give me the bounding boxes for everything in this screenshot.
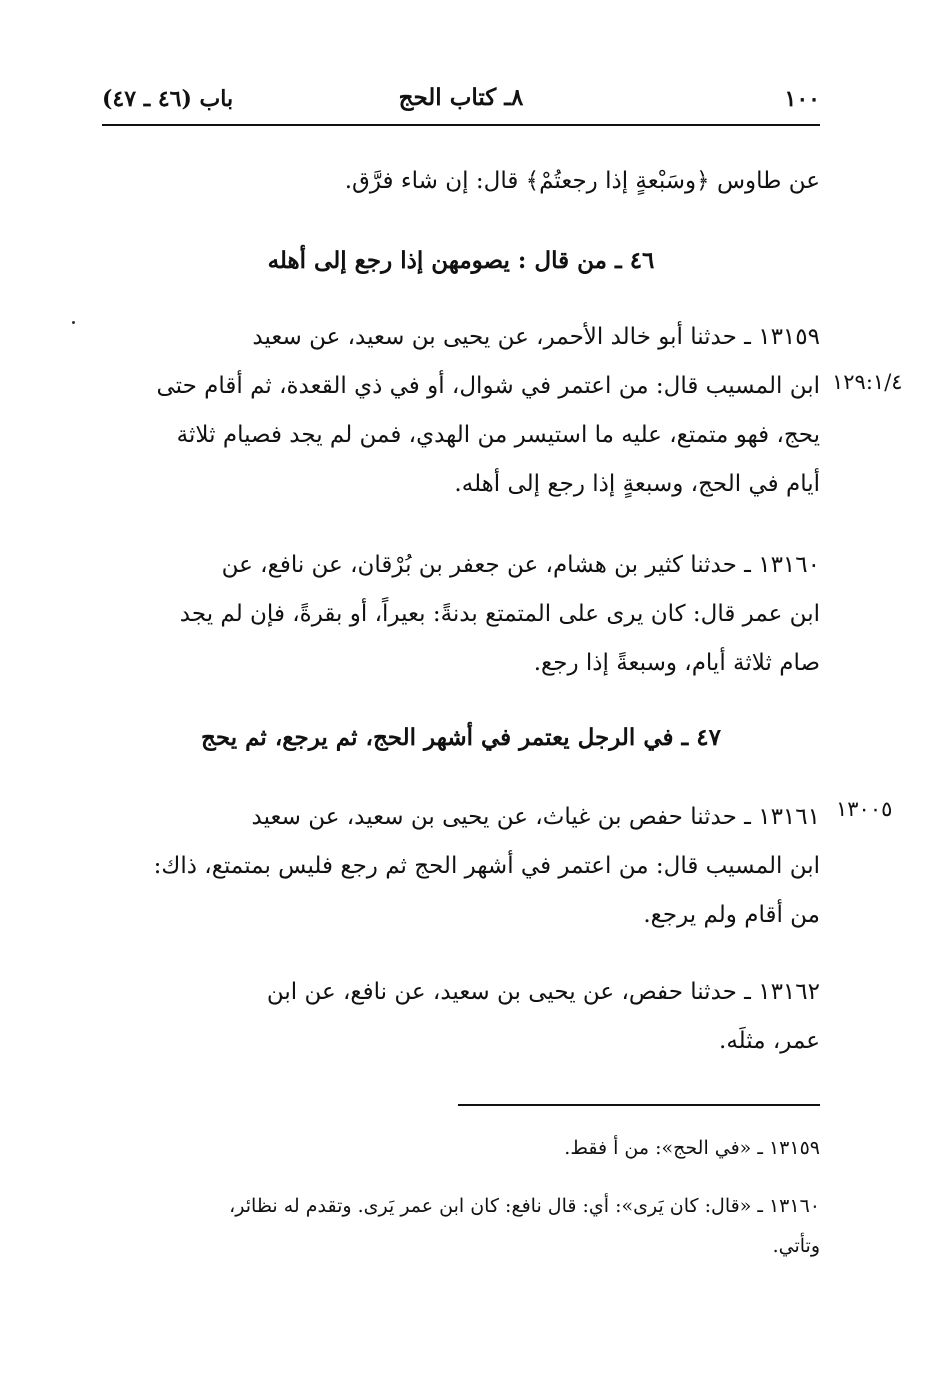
intro-line (102, 157, 820, 206)
section-heading-47: ٤٧ ـ في الرجل يعتمر في أشهر الحج، ثم يرجع، ثم يحج (201, 724, 721, 751)
footnote-line: وتأتي. (772, 1235, 820, 1257)
footnote-line: ١٣١٦٠ ـ «قال: كان يَرى»: أي: قال نافع: كان ابن عمر يَرى. وتقدم له نظائر، (229, 1195, 820, 1217)
hadith-13160 (102, 541, 820, 688)
book-title: ٨ـ كتاب الحج (398, 84, 524, 111)
hadith-line: ١٣١٦٠ ـ حدثنا كثير بن هشام، عن جعفر بن بُرْقان، عن نافع، عن (221, 552, 820, 578)
hadith-line: صام ثلاثة أيام، وسبعةً إذا رجع. (533, 650, 820, 676)
hadith-line: من أقام ولم يرجع. (643, 902, 820, 928)
hadith-13159 (102, 313, 820, 509)
hadith-line: أيام في الحج، وسبعةٍ إذا رجع إلى أهله. (454, 471, 820, 497)
header-divider (102, 124, 820, 126)
footnote-13160 (102, 1186, 820, 1266)
ink-speck (72, 321, 75, 324)
hadith-line: يحج، فهو متمتع، عليه ما استيسر من الهدي، فمن لم يجد فصيام ثلاثة (176, 422, 820, 448)
intro-text: عن طاوس ﴿وسَبْعةٍ إذا رجعتُمْ﴾ قال: إن شاء فرَّق. (344, 168, 820, 194)
hadith-line: ابن عمر قال: كان يرى على المتمتع بدنةً: بعيراً، أو بقرةً، فإن لم يجد (179, 601, 820, 627)
hadith-line: ابن المسيب قال: من اعتمر في أشهر الحج ثم رجع فليس بمتمتع، ذاك: (153, 853, 820, 879)
footnote-divider (458, 1104, 820, 1106)
footnote-13159 (102, 1128, 820, 1168)
hadith-line: ابن المسيب قال: من اعتمر في شوال، أو في ذي القعدة، ثم أقام حتى (156, 373, 820, 399)
hadith-13161 (102, 793, 820, 940)
page-number: ١٠٠ (784, 86, 820, 112)
margin-reference: ١٣٠٠٥ (836, 797, 893, 821)
hadith-13162 (102, 968, 820, 1066)
section-heading-46: ٤٦ ـ من قال : يصومهن إذا رجع إلى أهله (267, 247, 655, 274)
page-header (102, 78, 820, 118)
hadith-line: ١٣١٥٩ ـ حدثنا أبو خالد الأحمر، عن يحيى بن سعيد، عن سعيد (252, 324, 820, 350)
footnote-line: ١٣١٥٩ ـ «في الحج»: من أ فقط. (564, 1137, 820, 1159)
hadith-line: ١٣١٦١ ـ حدثنا حفص بن غياث، عن يحيى بن سعيد، عن سعيد (251, 804, 820, 830)
hadith-line: ١٣١٦٢ ـ حدثنا حفص، عن يحيى بن سعيد، عن نافع، عن ابن (266, 979, 820, 1005)
margin-reference: ١٢٩:١/٤ (832, 370, 903, 394)
chapter-range: باب (٤٦ ـ ٤٧) (102, 86, 234, 112)
hadith-line: عمر، مثلَه. (719, 1028, 820, 1054)
